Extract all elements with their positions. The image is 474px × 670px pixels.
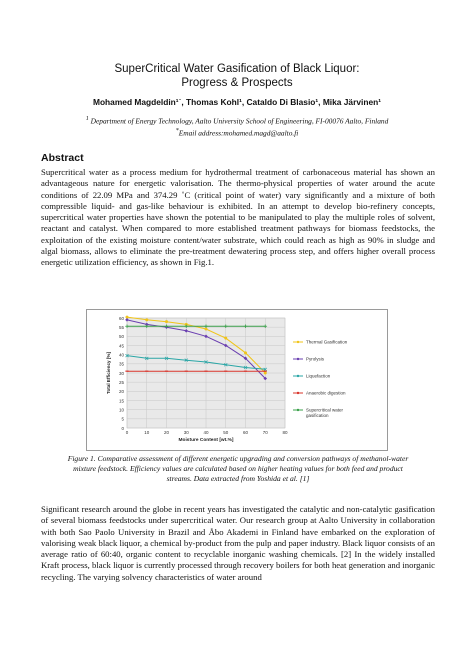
email-address: Email address:mohamed.magd@aalto.fi [178,128,299,138]
data-point [264,371,267,372]
data-point [204,371,207,372]
y-tick-label: 10 [118,407,124,413]
author-list: Mohamed Magdeldin¹˙, Thomas Kohl¹, Cataldo Di Blasio¹, Mika Järvinen¹ [92,97,382,107]
paper-title [0,62,474,90]
y-tick-label: 5 [121,416,124,422]
x-tick-label: 40 [203,430,209,435]
y-tick-label: 35 [118,361,124,367]
legend-label: Pyrolysis [306,356,325,362]
efficiency-chart-svg [87,310,387,450]
x-tick-label: 80 [282,430,288,435]
y-axis-label: Total Efficiency [%] [106,351,111,395]
x-tick-label: 70 [262,430,268,435]
x-axis-label: Moisture Content [wt.%] [178,438,234,443]
data-point [244,371,247,372]
x-tick-label: 20 [163,430,170,435]
data-point [185,371,188,372]
abstract-heading: Abstract [41,152,84,164]
x-tick-label: 10 [144,430,150,435]
title-line-1: SuperCritical Water Gasification of Black Liquor: [114,63,360,75]
x-tick-label: 30 [183,430,189,435]
y-tick-label: 30 [118,370,124,376]
y-tick-label: 50 [118,334,124,340]
affiliation-block [0,114,474,139]
figure-caption: Figure 1. Comparative assessment of different energetic upgrading and conversion pathways of methanol-water mixture feedstock. Efficiency values are calculated based on higher heating values for both feed and product streams. Data extracted from Yoshida et al. [1] [67,454,409,484]
efficiency-chart [86,309,388,451]
affiliation [0,114,474,126]
data-point [224,337,227,340]
legend-marker [297,375,299,377]
title-line-2: Progress & Prospects [181,77,293,89]
abstract-paragraph: Supercritical water as a process medium for hydrothermal treatment of carbonaceous material has shown an advantageous nature for energetic valorisation. The thermo-physical properties of water around the acute conditions of 22.09 MPa and 374.29 ˚C (critical point of water) vary significantly and a mixture of both compressible liquid- and gas-like behaviour is exhibited. In an attempt to develop bio-refinery concepts, supercritical water properties have shown the potential to be manipulated to play the multiple roles of solvent, reactant and catalyst. When compared to more established treatment pathways for biomass feedstocks, the exploitation of the existing moisture content/water substrate, which could reach as high as 90% in sludge and algal biomass, allows to eliminate the pre-treatment dewatering process step, and offers higher overall process energetic utilization efficiency, as shown in Fig.1. [41,167,435,267]
data-point [145,371,148,372]
x-tick-label: 60 [242,430,249,435]
legend-marker [297,341,299,343]
y-tick-label: 55 [118,324,124,330]
y-tick-label: 45 [118,343,124,349]
affiliation-text: Department of Energy Technology, Aalto University School of Engineering, FI-00076 Aalto, Finland [90,116,389,126]
y-tick-label: 40 [118,352,124,358]
x-tick-label: 50 [223,430,229,435]
y-tick-label: 25 [118,379,124,385]
data-point [224,371,227,372]
affiliation-mark: 1 [85,116,89,122]
legend-label: Supercritical water [306,407,344,413]
y-tick-label: 15 [118,398,124,404]
data-point [244,351,247,354]
legend-label: Thermal Gasification [306,339,348,345]
data-point [165,320,168,323]
legend-label: Anaerobic digestion [306,390,346,396]
legend-marker [297,392,299,394]
legend-label: gasification [306,413,329,418]
data-point [125,371,128,372]
x-tick-label: 0 [125,430,129,435]
legend-marker [297,409,299,411]
email-mark: * [175,128,179,135]
legend-label: Liquefaction [306,373,331,379]
data-point [264,372,267,375]
y-tick-label: 60 [118,315,124,321]
body-paragraph: Significant research around the globe in recent years has investigated the catalytic and non-catalytic gasification of several biomass feedstocks under supercritical water. Our research group at Aalto University in collaboration with both Sao Paolo University in Brazil and Åbo Akademi in Finland have embarked on the exploration of valorising weak black liquor, a chemical by-product from the pulp and paper industry. Black liquor consists of an average ratio of 60:40, organic content to recyclable inorganic washing chemicals. [2] In the widely installed Kraft process, black liquor is currently processed through recovery boilers for both heat generation and inorganic recycling. The varying solvency characteristics of water around [41,504,435,582]
y-tick-label: 20 [118,389,124,395]
data-point [165,371,168,372]
email-line [0,126,474,138]
data-point [145,318,148,321]
y-tick-label: 0 [121,425,124,431]
legend-marker [297,358,299,360]
